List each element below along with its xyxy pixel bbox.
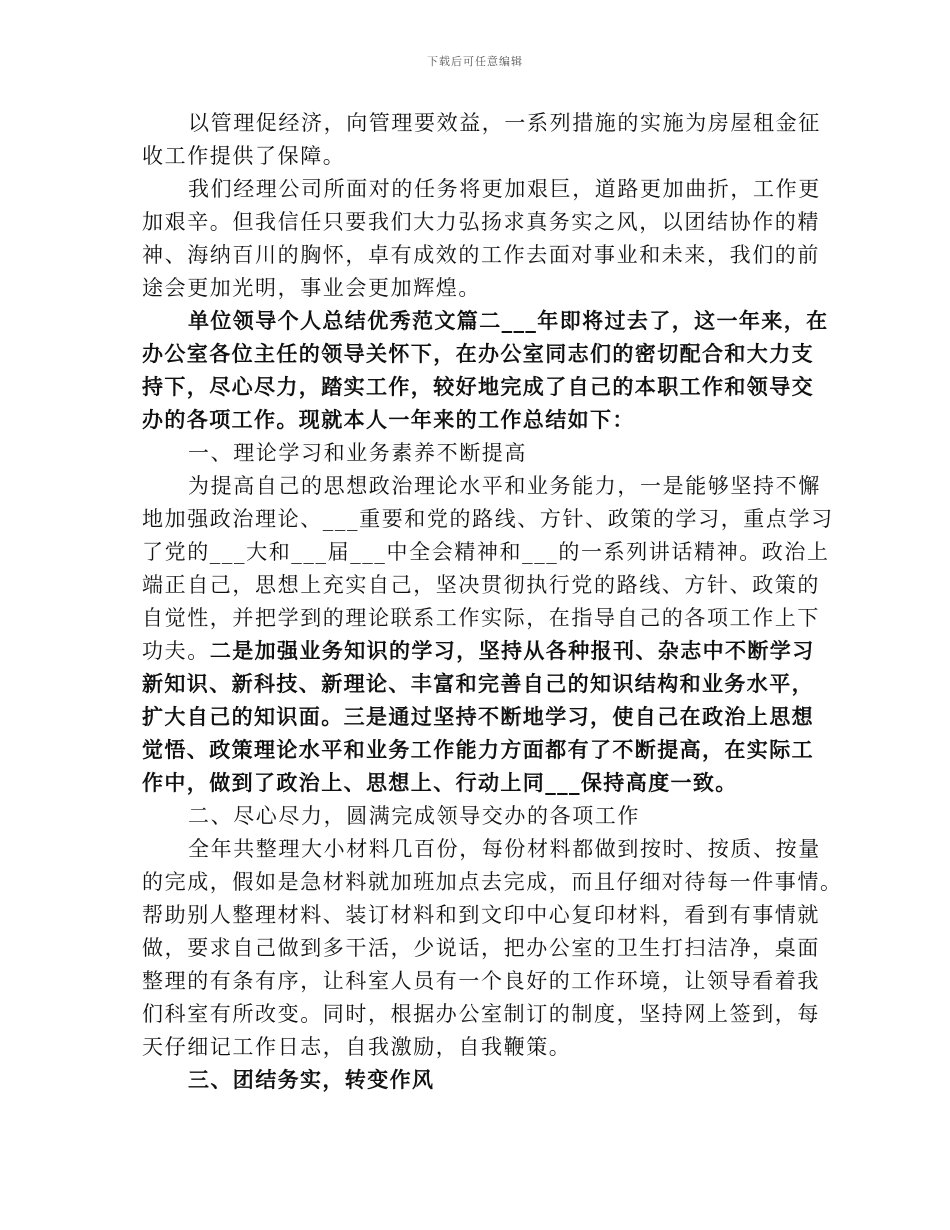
paragraph-line: 途会更加光明，事业会更加辉煌。 [142,276,481,300]
paragraph-line: 加艰辛。但我信任只要我们大力弘扬求真务实之风，以团结协作的精 [142,210,820,234]
paragraph-line: 了党的___大和___届___中全会精神和___的一系列讲话精神。政治上 [142,540,830,564]
bold-paragraph-line: 办公室各位主任的领导关怀下，在办公室同志们的密切配合和大力支 [142,342,814,366]
paragraph-fragment: 功夫。 [142,639,210,663]
mixed-paragraph-line [142,635,822,668]
paragraph-line: 整理的有条有序，让科室人员有一个良好的工作环境，让领导看着我 [142,969,820,993]
paragraph-line: 天仔细记工作日志，自我激励，自我鞭策。 [142,1035,572,1059]
paragraph-line: 我们经理公司所面对的任务将更加艰巨，道路更加曲折，工作更 [188,177,821,201]
bold-paragraph-line: 扩大自己的知识面。三是通过坚持不断地学习，使自己在政治上思想 [142,705,814,729]
paragraph-line: 自觉性，并把学到的理论联系工作实际，在指导自己的各项工作上下 [142,606,820,630]
paragraph-line: 的完成，假如是急材料就加班加点去完成，而且仔细对待每一件事情。 [142,870,843,894]
bold-fragment: 二是加强业务知识的学习，坚持从各种报刊、杂志中不断学习 [209,639,815,663]
bold-paragraph-line: 作中，做到了政治上、思想上、行动上同___保持高度一致。 [142,771,738,795]
bold-paragraph-line: 办的各项工作。现就本人一年来的工作总结如下： [142,408,635,432]
paragraph-line: 收工作提供了保障。 [142,144,346,168]
paragraph-line: 神、海纳百川的胸怀，卓有成效的工作去面对事业和未来，我们的前 [142,243,820,267]
paragraph-line: 们科室有所改变。同时，根据办公室制订的制度，坚持网上签到，每 [142,1002,820,1026]
bold-paragraph-line: 新知识、新科技、新理论、丰富和完善自己的知识结构和业务水平， [142,672,814,696]
page-header-note: 下载后可任意编辑 [427,55,523,68]
paragraph-line: 全年共整理大小材料几百份，每份材料都做到按时、按质、按量 [188,837,821,861]
document-body [142,107,843,1097]
section-heading: 一、理论学习和业务素养不断提高 [188,441,527,465]
paragraph-line: 端正自己，思想上充实自己，坚决贯彻执行党的路线、方针、政策的 [142,573,820,597]
bold-paragraph-line: 觉悟、政策理论水平和业务工作能力方面都有了不断提高，在实际工 [142,738,814,762]
paragraph-line: 帮助别人整理材料、装订材料和到文印中心复印材料，看到有事情就 [142,903,820,927]
section-heading: 三、团结务实，转变作风 [188,1068,435,1092]
section-title-line: 单位领导个人总结优秀范文篇二___年即将过去了，这一年来，在 [188,309,829,333]
section-heading: 二、尽心尽力，圆满完成领导交办的各项工作 [188,804,640,828]
paragraph-line: 以管理促经济，向管理要效益，一系列措施的实施为房屋租金征 [188,111,821,135]
paragraph-line: 做，要求自己做到多干活，少说话，把办公室的卫生打扫洁净，桌面 [142,936,820,960]
paragraph-line: 地加强政治理论、___重要和党的路线、方针、政策的学习，重点学习 [142,507,834,531]
paragraph-line: 为提高自己的思想政治理论水平和业务能力，一是能够坚持不懈 [188,474,821,498]
bold-paragraph-line: 持下，尽心尽力，踏实工作，较好地完成了自己的本职工作和领导交 [142,375,814,399]
